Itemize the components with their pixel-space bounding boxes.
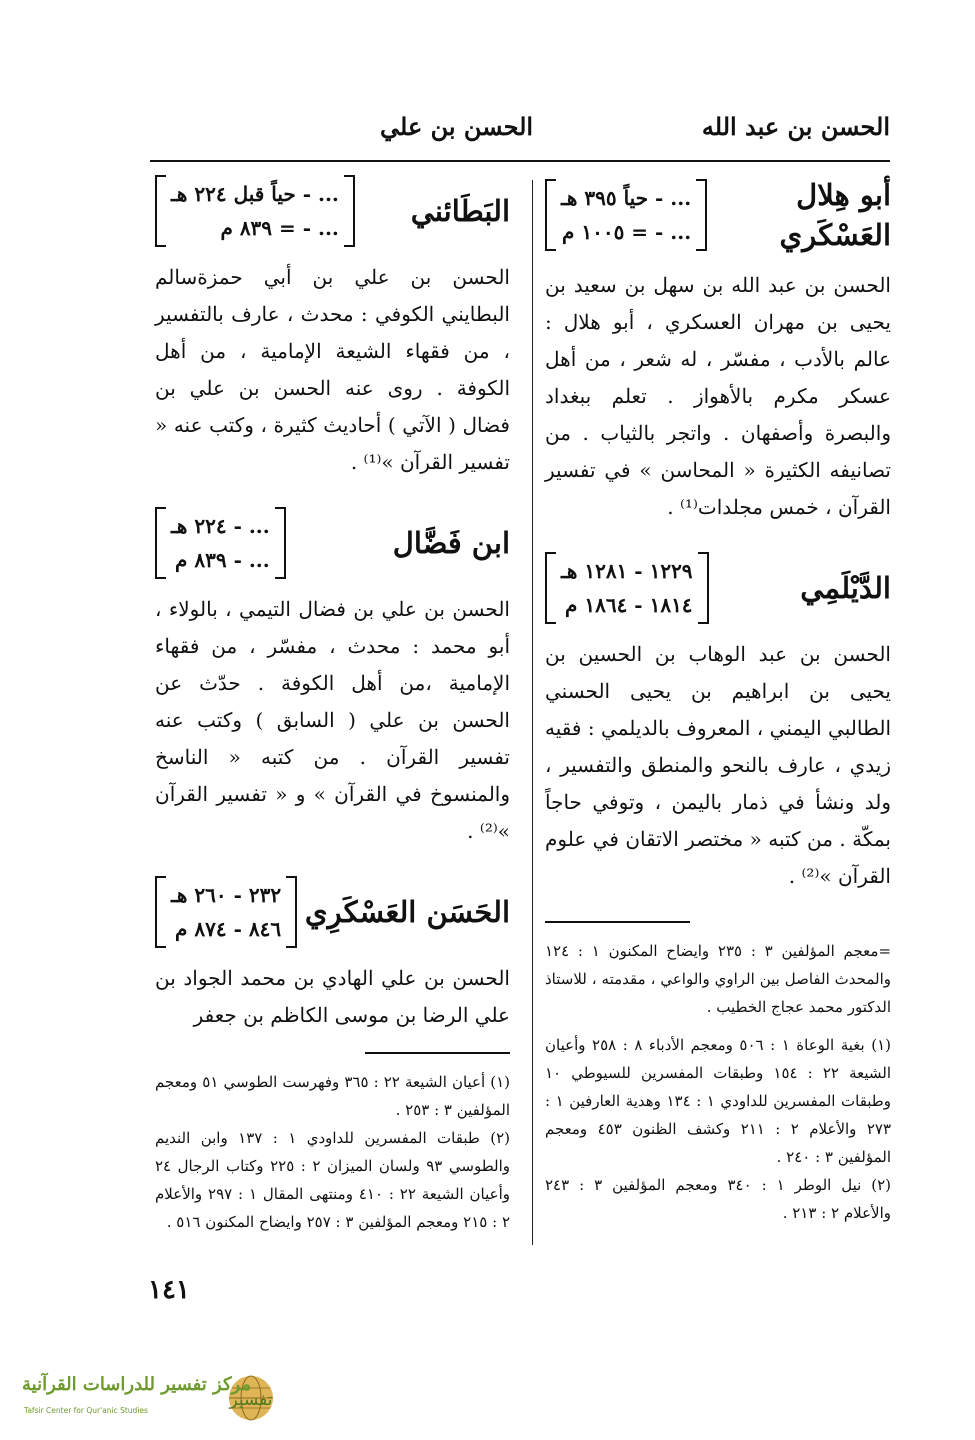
logo-name: مركز تفسير للدراسات القرآنية — [22, 1374, 252, 1395]
footnote: (١) أعيان الشيعة ٢٢ : ٣٦٥ وفهرست الطوسي ٥١ ومعجم المؤلفين ٣ : ٢٥٣ . — [155, 1072, 511, 1119]
date-gregorian: ... - = ١٠٠٥ م — [562, 220, 692, 244]
left-column — [155, 175, 510, 1236]
column-divider — [532, 180, 533, 1245]
entry-name-line: البَطَائني — [410, 194, 510, 228]
entry-bataini — [155, 175, 510, 481]
entry-dates — [155, 175, 355, 247]
entry-abu-hilal — [545, 175, 891, 526]
entry-name — [305, 892, 510, 932]
footnote: (٢) نيل الوطر ١ : ٣٤٠ ومعجم المؤلفين ٣ : ٢٤٣ والأعلام ٢ : ٢١٣ . — [545, 1175, 892, 1222]
entry-name-line: ابن فَضَّال — [392, 526, 510, 560]
running-header-left: الحسن بن علي — [380, 112, 534, 141]
entry-dates — [155, 507, 286, 579]
entry-heading — [155, 507, 510, 579]
entry-body: الحسن بن علي بن أبي حمزةسالم البطايني الكوفي : محدث ، عارف بالتفسير ، من فقهاء الشيعة الإمامية ، من أهل الكوفة . روى عنه الحسن بن علي بن فضال ( الآتي ) أحاديث كثيرة ، وكتب عنه « تفسير القرآن »⁽¹⁾ . — [155, 265, 510, 474]
date-gregorian: ١٨١٤ - ١٨٦٤ م — [565, 593, 693, 617]
entry-hasan-askari — [155, 876, 510, 1034]
entry-ibn-faddal — [155, 507, 510, 850]
footnote: =معجم المؤلفين ٣ : ٢٣٥ وايضاح المكنون ١ : ١٢٤ والمحدث الفاصل بين الراوي والواعي ، مقدمته ، للاستاذ الدكتور محمد عجاج الخطيب . — [545, 941, 892, 1016]
running-header-right: الحسن بن عبد الله — [701, 112, 890, 141]
entry-name — [411, 191, 510, 231]
entry-body: الحسن بن عبد الله بن سهل بن سعيد بن يحيى بن مهران العسكري ، أبو هلال : عالم بالأدب ، مفسّر ، له شعر ، من أهل عسكر مكرم بالأهواز . تعلم ببغداد والبصرة وأصفهان . واتجر بالثياب . من تصانيفه الكثيرة « المحاسن » في تفسير القرآن ، خمس مجلدات⁽¹⁾ . — [545, 273, 891, 519]
date-gregorian: ... - ٨٣٩ م — [175, 548, 270, 572]
entry-name-line: العَسْكَري — [779, 218, 891, 252]
footnote-separator — [365, 1052, 510, 1054]
entry-name-line: الدَّيْلَمِي — [800, 571, 891, 605]
entry-name — [800, 568, 891, 608]
entry-dates — [155, 876, 297, 948]
entry-dates — [545, 552, 709, 624]
entry-heading — [545, 552, 891, 624]
date-hijri: ... - ٢٢٤ هـ — [171, 514, 270, 538]
date-hijri: ٢٣٢ - ٢٦٠ هـ — [171, 883, 282, 907]
entry-name — [393, 523, 510, 563]
entry-name-line: أبو هِلال — [796, 178, 891, 212]
footnote-separator — [545, 921, 690, 923]
entry-name-line: الحَسَن العَسْكَرِي — [304, 895, 510, 929]
entry-body: الحسن بن علي بن فضال التيمي ، بالولاء ، أبو محمد : محدث ، مفسّر ، من فقهاء الإمامية ،من أهل الكوفة . حدّث عن الحسن بن علي ( السابق ) وكتب عنه تفسير القرآن . من كتبه « الناسخ والمنسوخ في القرآن » و « تفسير القرآن »⁽²⁾ . — [155, 597, 510, 843]
date-gregorian: ٨٤٦ - ٨٧٤ م — [175, 917, 282, 941]
entry-heading — [155, 175, 510, 247]
logo-subtitle: Tafsir Center for Qur'anic Studies — [24, 1406, 148, 1415]
entry-name — [780, 175, 891, 255]
page-number: ١٤١ — [148, 1275, 190, 1305]
footnote: (٢) طبقات المفسرين للداودي ١ : ١٣٧ وابن النديم والطوسي ٩٣ ولسان الميزان ٢ : ٢٢٥ وكتاب الرجال ٢٤ وأعيان الشيعة ٢٢ : ٤١٠ ومنتهى المقال ١ : ٢٩٧ والأعلام ٢ : ٢١٥ ومعجم المؤلفين ٣ : ٢٥٧ وايضاح المكنون ٥١٦ . — [155, 1128, 511, 1231]
publisher-logo — [18, 1372, 288, 1424]
footnote: (١) بغية الوعاة ١ : ٥٠٦ ومعجم الأدباء ٨ : ٢٥٨ وأعيان الشيعة ٢٢ : ١٥٤ وطبقات المفسرين للسيوطي ١٠ وطبقات المفسرين للداودي ١ : ١٣٤ وهدية العارفين ١ : ٢٧٣ والأعلام ٢ : ٢١١ وكشف الظنون ٤٥٣ ومعجم المؤلفين ٣ : ٢٤٠ . — [545, 1035, 891, 1166]
entry-heading — [155, 876, 510, 948]
right-column — [545, 175, 891, 1227]
header-rule — [150, 160, 890, 162]
entry-dates — [545, 179, 707, 251]
date-hijri: ... - حياً ٣٩٥ هـ — [561, 186, 692, 210]
date-hijri: ١٢٢٩ - ١٢٨١ هـ — [561, 559, 693, 583]
date-gregorian: ... - = ٨٣٩ م — [220, 216, 339, 240]
entry-body: الحسن بن علي الهادي بن محمد الجواد بن علي الرضا بن موسى الكاظم بن جعفر — [155, 966, 510, 1027]
entry-daylami — [545, 552, 891, 895]
entry-heading — [545, 175, 891, 255]
entry-body: الحسن بن عبد الوهاب بن الحسين بن يحيى بن ابراهيم بن يحيى الحسني الطالبي اليمني ، المعروف بالديلمي : فقيه زيدي ، عارف بالنحو والمنطق والتفسير ، ولد ونشأ في ذمار باليمن ، وتوفي حاجاً بمكّة . من كتبه « مختصر الاتقان في علوم القرآن »⁽²⁾ . — [545, 642, 891, 888]
date-hijri: ... - حياً قبل ٢٢٤ هـ — [171, 182, 339, 206]
logo-mark: تفسير — [229, 1390, 273, 1410]
